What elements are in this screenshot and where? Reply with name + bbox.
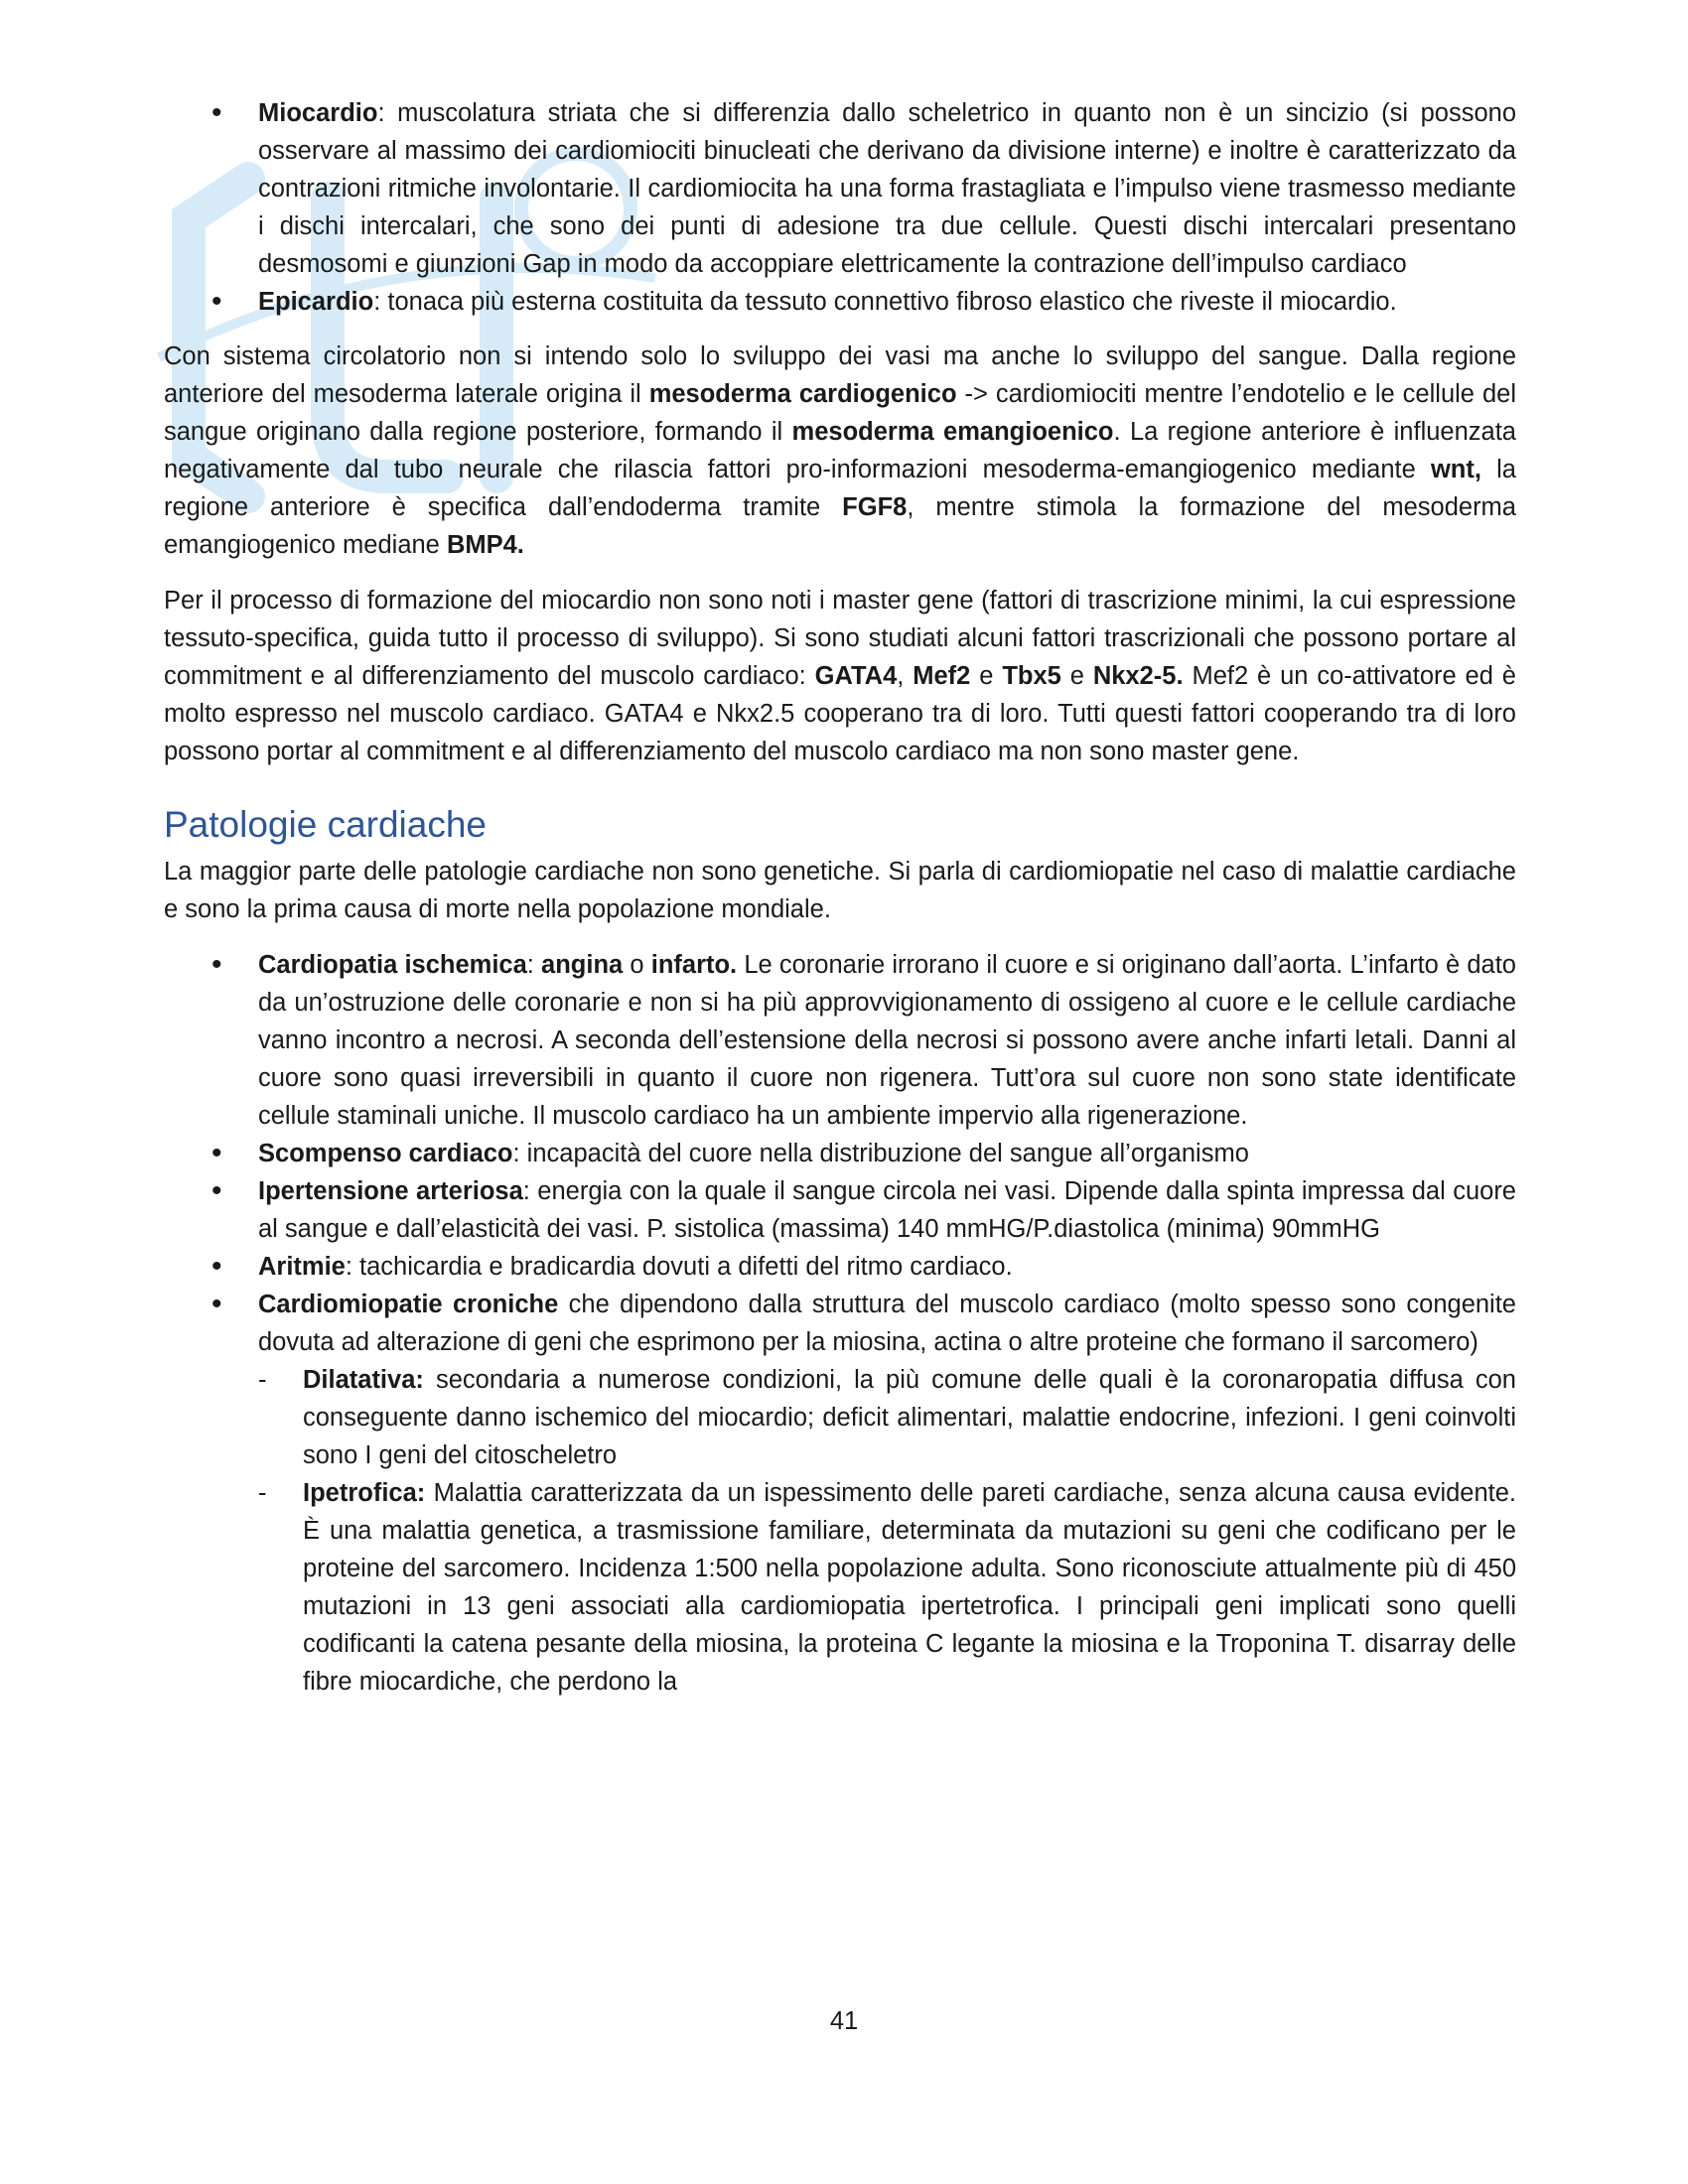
- bold-term: BMP4.: [446, 531, 524, 559]
- bold-term: angina: [541, 951, 624, 979]
- patologie-list: [164, 946, 1516, 1701]
- paragraph-sistema-circolatorio: [164, 338, 1516, 564]
- list-item: [164, 1172, 1516, 1248]
- list-item: [164, 1135, 1516, 1172]
- text-run: e: [970, 662, 1003, 690]
- term-label: Epicardio: [258, 288, 374, 316]
- text-run: -> cardiomiociti mentre l’endotelio e le cellule del sangue originano dalla regione posteriore, formando il: [164, 380, 1516, 446]
- bold-term: FGF8: [842, 493, 908, 521]
- top-bullet-list: [164, 94, 1516, 321]
- term-label: Aritmie: [258, 1253, 346, 1281]
- item-text: che dipendono dalla struttura del muscolo cardiaco (molto spesso sono congenite dovuta ad alterazione di geni che esprimono per la miosina, actina o altre proteine che formano il sarcomero): [258, 1291, 1516, 1356]
- item-text: Malattia caratterizzata da un ispessimento delle pareti cardiache, senza alcuna causa evidente. È una malattia genetica, a trasmissione familiare, determinata da mutazioni su geni che codificano per le proteine del sarcomero. Incidenza 1:500 nella popolazione adulta. Sono riconosciute attualmente più di 450 mutazioni in 13 geni associati alla cardiomiopatia ipertetrofica. I principali geni implicati sono quelli codificanti la catena pesante della miosina, la proteina C legante la miosina e la Troponina T. disarray delle fibre miocardiche, che perdono la: [303, 1479, 1516, 1696]
- term-label: Ipetrofica:: [303, 1479, 426, 1507]
- sub-list-item: [258, 1474, 1516, 1701]
- item-text: : muscolatura striata che si differenzia dallo scheletrico in quanto non è un sincizio (si possono osservare al massimo dei cardiomiociti binucleati che derivano da divisione interne) e inoltre è caratterizzato da contrazioni ritmiche involontarie. Il cardiomiocita ha una forma frastagliata e l’impulso viene trasmesso mediante i dischi intercalari, che sono dei punti di adesione tra due cellule. Questi dischi intercalari presentano desmosomi e giunzioni Gap in modo da accoppiare elettricamente la contrazione dell’impulso cardiaco: [258, 99, 1516, 278]
- list-item: [164, 1286, 1516, 1701]
- term-label: Dilatativa:: [303, 1366, 424, 1394]
- list-item: [164, 946, 1516, 1135]
- sub-list-item: [258, 1361, 1516, 1474]
- section-intro: La maggior parte delle patologie cardiache non sono genetiche. Si parla di cardiomiopatie nel caso di malattie cardiache e sono la prima causa di morte nella popolazione mondiale.: [164, 858, 1516, 923]
- text-run: Con sistema circolatorio non si intendo solo lo sviluppo dei vasi ma anche lo sviluppo del sangue. Dalla regione anteriore del mesoderma laterale origina il: [164, 342, 1516, 408]
- sub-list: [258, 1361, 1516, 1701]
- section-heading: Patologie cardiache: [164, 804, 487, 845]
- bold-term: Tbx5: [1002, 662, 1061, 690]
- list-item: [164, 1248, 1516, 1286]
- text-run: la regione anteriore è specifica dall’endoderma tramite: [164, 456, 1516, 521]
- bold-term: mesoderma emangioenico: [791, 418, 1114, 446]
- bold-term: mesoderma cardiogenico: [648, 380, 957, 408]
- text-run: e: [1060, 662, 1093, 690]
- list-item: [164, 283, 1516, 321]
- bold-term: Mef2: [913, 662, 971, 690]
- term-label: Cardiomiopatie croniche: [258, 1291, 559, 1318]
- bold-term: GATA4: [814, 662, 898, 690]
- paragraph-master-gene: [164, 582, 1516, 770]
- list-item: [164, 94, 1516, 283]
- item-text: : energia con la quale il sangue circola nei vasi. Dipende dalla spinta impressa dal cuore al sangue e dall’elasticità dei vasi. P. sistolica (massima) 140 mmHG/P.diastolica (minima) 90mmHG: [258, 1177, 1516, 1243]
- text-run: ,: [897, 662, 914, 690]
- text-run: :: [526, 951, 542, 979]
- text-run: , mentre stimola la formazione del mesoderma emangiogenico mediane: [164, 493, 1516, 559]
- term-label: Scompenso cardiaco: [258, 1140, 513, 1167]
- item-text: : tonaca più esterna costituita da tessuto connettivo fibroso elastico che riveste il miocardio.: [373, 288, 1397, 316]
- item-text: : incapacità del cuore nella distribuzione del sangue all’organismo: [512, 1140, 1249, 1167]
- text-run: Per il processo di formazione del miocardio non sono noti i master gene (fattori di trascrizione minimi, la cui espressione tessuto-specifica, guida tutto il processo di sviluppo). Si sono studiati alcuni fattori trascrizionali che possono portare al commitment e al differenziamento del muscolo cardiaco:: [164, 587, 1516, 690]
- term-label: Ipertensione arteriosa: [258, 1177, 523, 1205]
- text-run: . La regione anteriore è influenzata negativamente dal tubo neurale che rilascia fattori pro-informazioni mesoderma-emangiogenico mediante: [164, 418, 1516, 483]
- bold-term: wnt,: [1430, 456, 1481, 483]
- page-content: [164, 94, 1516, 1701]
- text-run: o: [623, 951, 651, 979]
- term-label: Cardiopatia ischemica: [258, 951, 527, 979]
- page-number: 41: [829, 2007, 859, 2035]
- bold-term: Nkx2-5.: [1092, 662, 1184, 690]
- item-text: Le coronarie irrorano il cuore e si originano dall’aorta. L’infarto è dato da un’ostruzione delle coronarie e non si ha più approvvigionamento di ossigeno al cuore e le cellule cardiache vanno incontro a necrosi. A seconda dell’estensione della necrosi si possono avere anche infarti letali. Danni al cuore sono quasi irreversibili in quanto il cuore non rigenera. Tutt’ora sul cuore non sono state identificate cellule staminali uniche. Il muscolo cardiaco ha un ambiente impervio alla rigenerazione.: [258, 951, 1516, 1130]
- term-label: Miocardio: [258, 99, 378, 127]
- item-text: secondaria a numerose condizioni, la più comune delle quali è la coronaropatia diffusa con conseguente danno ischemico del miocardio; deficit alimentari, malattie endocrine, infezioni. I geni coinvolti sono I geni del citoscheletro: [303, 1366, 1516, 1469]
- item-text: : tachicardia e bradicardia dovuti a difetti del ritmo cardiaco.: [345, 1253, 1013, 1281]
- text-run: Mef2 è un co-attivatore ed è molto espresso nel muscolo cardiaco. GATA4 e Nkx2.5 cooperano tra di loro. Tutti questi fattori cooperando tra di loro possono portar al commitment e al differenziamento del muscolo cardiaco ma non sono master gene.: [164, 662, 1516, 765]
- bold-term: infarto.: [650, 951, 738, 979]
